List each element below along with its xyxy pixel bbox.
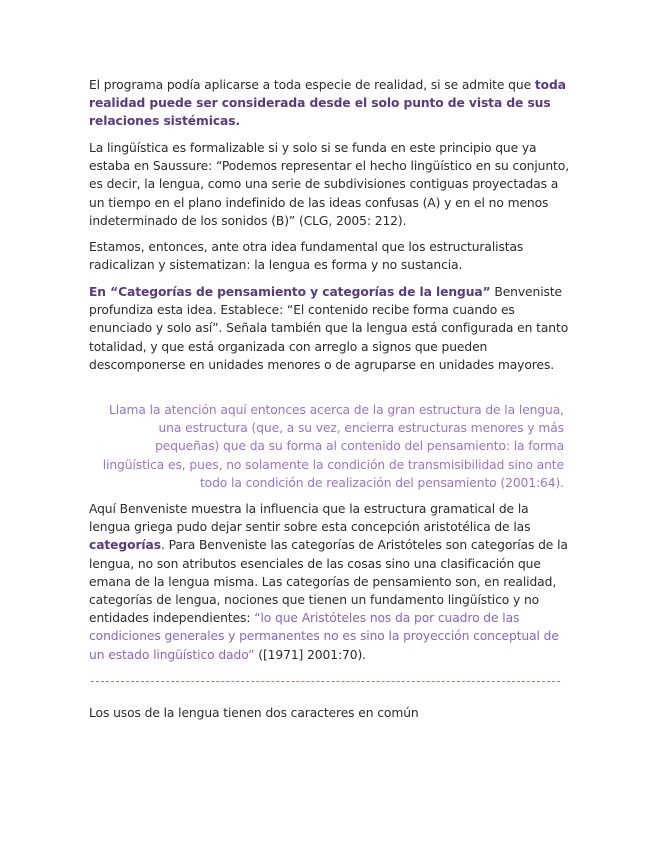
paragraph-5 <box>89 500 569 664</box>
paragraph-5-emphasis: categorías <box>89 538 161 553</box>
paragraph-4-text: Benveniste profundiza esta idea. Establece: “El contenido recibe forma cuando es enunciado y solo así”. Señala también que la lengua está configurada en tanto totalidad, y que está organizada con arreglo a signos que pueden descomponerse en unidades menores o de agruparse en unidades mayores. <box>89 285 569 372</box>
paragraph-3-text: Estamos, entonces, ante otra idea fundamental que los estructuralistas radicalizan y sistematizan: la lengua es forma y no sustancia. <box>89 240 524 273</box>
paragraph-4-emphasis: En “Categorías de pensamiento y categorías de la lengua” <box>89 285 491 299</box>
paragraph-1 <box>89 76 569 131</box>
paragraph-6 <box>89 704 569 722</box>
paragraph-1-text: El programa podía aplicarse a toda especie de realidad, si se admite que <box>89 78 535 92</box>
paragraph-5-text-a: Aquí Benveniste muestra la influencia que la estructura gramatical de la lengua griega pudo dejar sentir sobre esta concepción aristotélica de las <box>89 502 531 535</box>
paragraph-2 <box>89 139 569 230</box>
paragraph-2-text: La lingüística es formalizable si y solo si se funda en este principio que ya estaba en Saussure: “Podemos representar el hecho lingüístico en su conjunto, es decir, la lengua, como una serie de subdivisiones contiguas proyectadas a un tiempo en el plano indefinido de las ideas confusas (A) y en el no menos indeterminado de los sonidos (B)” (CLG, 2005: 212). <box>89 141 569 228</box>
paragraph-5-text-b: . Para Benveniste las categorías de Aristóteles son categorías de la lengua, no son atributos esenciales de las cosas sino una clasificación que emana de la lengua misma. Las categorías de pensamiento son, en realidad, categorías de lengua, nociones que tienen un fundamento lingüístico y no entidades independientes: <box>89 538 568 626</box>
paragraph-1-emphasis: toda realidad puede ser considerada desde el solo punto de vista de sus relaciones sistémicas. <box>89 78 566 129</box>
paragraph-3 <box>89 238 569 274</box>
paragraph-4 <box>89 283 569 374</box>
section-divider <box>91 681 560 682</box>
block-quote <box>100 401 564 492</box>
paragraph-6-text: Los usos de la lengua tienen dos caracteres en común <box>89 706 419 720</box>
paragraph-5-quote: “lo que Aristóteles nos da por cuadro de las condiciones generales y permanentes no es sino la proyección conceptual de un estado lingüístico dado” <box>89 611 559 662</box>
block-quote-text: Llama la atención aquí entonces acerca de la gran estructura de la lengua, una estructura (que, a su vez, encierra estructuras menores y más pequeñas) que da su forma al contenido del pensamiento: la forma lingüística es, pues, no solamente la condición de transmisibilidad sino ante todo la condición de realización del pensamiento (2001:64). <box>102 403 564 490</box>
paragraph-5-citation: ([1971] 2001:70). <box>254 647 366 662</box>
